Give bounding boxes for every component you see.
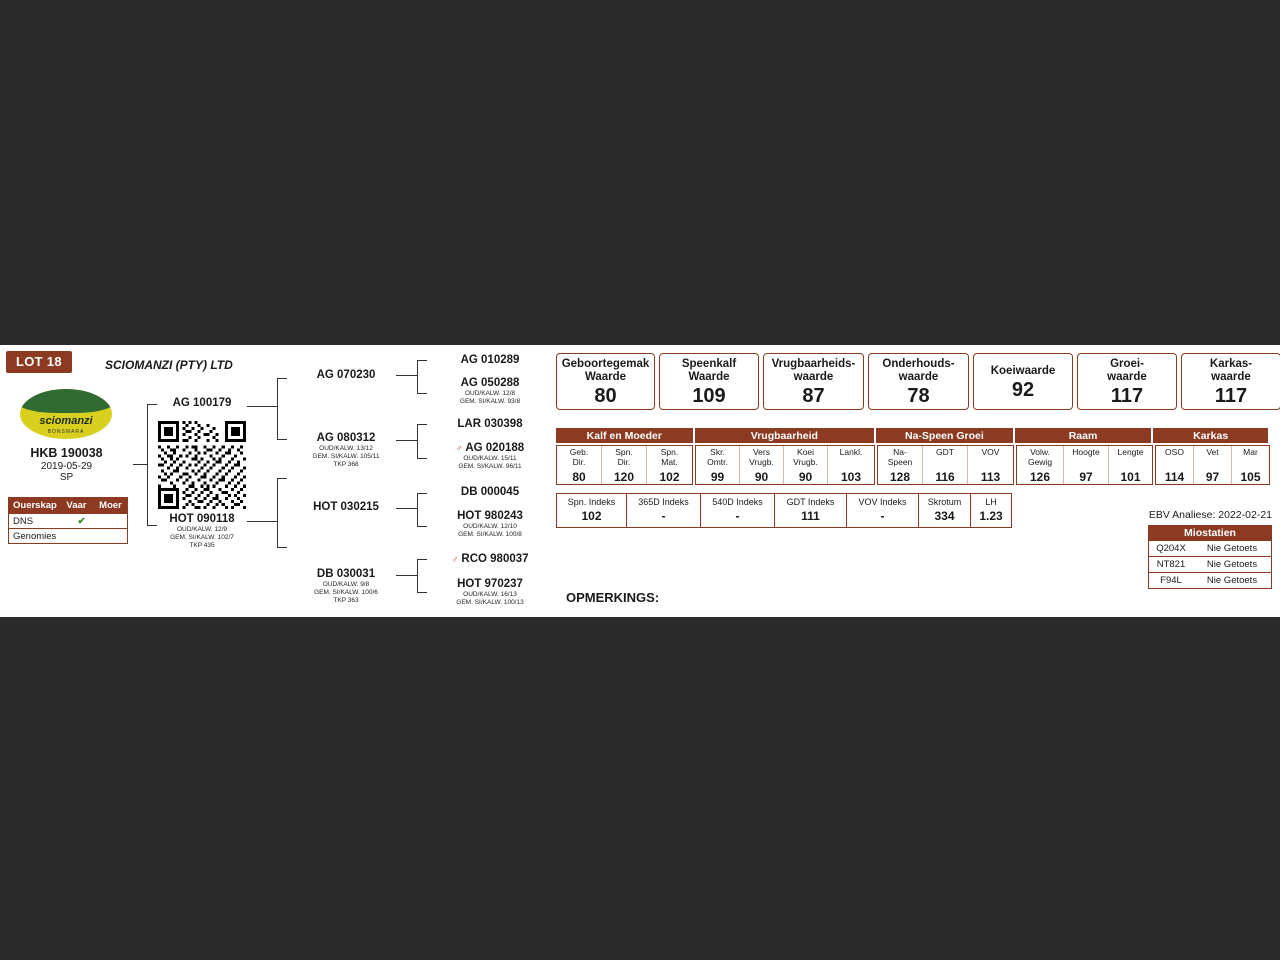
index-label: Spn. Indeks	[567, 497, 616, 507]
myostatin-title: Miostatien	[1148, 525, 1272, 541]
ebv-cell-oso	[1156, 446, 1194, 484]
ebv-cell-value: 120	[613, 470, 635, 484]
dna-header-dam: Moer	[99, 500, 122, 511]
ebv-cell-value: 90	[754, 470, 769, 484]
index-value: 334	[934, 509, 955, 523]
pedigree-name: HOT 970237	[457, 578, 523, 590]
logo-oval	[20, 389, 112, 439]
ebv-group-karkas: Karkas	[1153, 428, 1268, 443]
index-spn	[557, 494, 627, 527]
card-title: Koeiwaarde	[990, 365, 1056, 377]
card-value: 117	[1214, 385, 1248, 407]
myostatin-row	[1148, 557, 1272, 573]
ebv-cells-karkas	[1155, 445, 1270, 485]
dna-row-sire-value: ✔	[77, 515, 86, 527]
animal-catalogue-sheet	[0, 345, 1280, 617]
card-koeiwaarde	[973, 353, 1073, 410]
sire-marker-icon: ♂	[451, 554, 459, 564]
card-title: Vrugbaarheids- waarde	[771, 358, 856, 383]
pedigree-gen3-7	[432, 553, 548, 565]
pedigree-bracket-dam-sire	[417, 493, 427, 527]
ebv-cell-label: Spn. Dir.	[615, 447, 633, 467]
ebv-cell-label: Volw. Gewig	[1027, 447, 1053, 467]
myostatin-code: F94L	[1160, 575, 1182, 586]
ebv-cell-lengte	[1109, 446, 1152, 484]
pedigree-bracket-dam	[277, 478, 287, 548]
index-lh	[971, 494, 1011, 527]
pedigree-gen3-1	[432, 354, 548, 366]
index-gdt	[775, 494, 847, 527]
pedigree-name: DB 000045	[460, 486, 520, 498]
animal-dob	[0, 461, 133, 483]
ebv-cell-label: Skr. Omtr.	[707, 447, 728, 467]
pedigree-name: AG 010289	[460, 354, 520, 366]
ebv-group-vrugbaarheid: Vrugbaarheid	[695, 428, 874, 443]
ebv-cell-value: 128	[889, 470, 911, 484]
logo-brand-text: sciomanzi	[39, 415, 93, 427]
card-title: Karkas- waarde	[1209, 358, 1253, 383]
pedigree-dam-sire	[290, 501, 402, 513]
index-label: 540D Indeks	[712, 497, 763, 507]
card-value: 109	[692, 385, 726, 407]
pedigree-sire	[155, 397, 249, 409]
ebv-cell-label: Lengte	[1117, 447, 1144, 457]
ebv-cell-label: Koei Vrugb.	[793, 447, 818, 467]
index-label: GDT Indeks	[786, 497, 835, 507]
ebv-cell-value: 97	[1205, 469, 1220, 484]
ebv-cell-label: VOV	[981, 447, 1000, 457]
ebv-table	[556, 428, 1268, 485]
ebv-cell-value: 103	[840, 469, 862, 484]
myostatin-status: Nie Getoets	[1206, 559, 1258, 570]
ebv-cell-value: 113	[980, 469, 1001, 484]
ebv-cell-gdt	[923, 446, 968, 484]
qr-code	[158, 421, 246, 509]
pedigree-bracket-sire	[277, 378, 287, 440]
pedigree-detail: OUD/KALW. 9/8 GEM. SI/KALW. 100/6 TKP 363	[314, 581, 378, 604]
animal-code: SP	[59, 472, 74, 483]
index-skrotum	[919, 494, 971, 527]
ebv-cell-label: Lankl.	[839, 447, 863, 457]
ebv-cell-label: Na- Speen	[887, 447, 913, 467]
ebv-cell-value: 99	[710, 470, 725, 484]
pedigree-name: AG 100179	[172, 397, 232, 409]
pedigree-bracket-root	[147, 404, 157, 526]
index-label: VOV Indeks	[858, 497, 907, 507]
index-365d	[627, 494, 701, 527]
ebv-cell-spn-dir	[602, 446, 647, 484]
ebv-cell-koei-vrugb	[784, 446, 828, 484]
pedigree-connector	[247, 406, 277, 407]
dna-row-genomics	[9, 528, 127, 543]
card-title: Speenkalf Waarde	[681, 358, 737, 383]
ebv-group-raam: Raam	[1015, 428, 1152, 443]
myostatin-row	[1148, 573, 1272, 589]
dna-header-parentage: Ouerskap	[13, 500, 57, 511]
ebv-group-header-row	[556, 428, 1268, 443]
myostatin-row	[1148, 541, 1272, 557]
pedigree-gen3-6	[432, 510, 548, 539]
card-title: Onderhouds- waarde	[882, 358, 955, 383]
pedigree-connector	[133, 464, 147, 465]
pedigree-gen3-5	[432, 486, 548, 498]
breeder-logo	[20, 383, 112, 445]
pedigree-detail: OUD/KALW. 12/10 GEM. SI/KALW. 100/8	[458, 523, 522, 538]
ebv-cell-label: Vet	[1206, 447, 1219, 457]
pedigree-name: AG 070230	[316, 369, 376, 381]
ebv-cell-volw-gewig	[1017, 446, 1064, 484]
ebv-cell-label: Mar	[1243, 447, 1258, 457]
card-value: 87	[802, 385, 825, 407]
ebv-cell-skr-omtr	[696, 446, 740, 484]
ebv-cell-value: 90	[798, 470, 813, 484]
ebv-cells-raam	[1016, 445, 1153, 485]
pedigree-bracket-sire-dam	[417, 424, 427, 459]
ebv-group-kalf-en-moeder: Kalf en Moeder	[556, 428, 693, 443]
myostatin-code: NT821	[1156, 559, 1186, 570]
pedigree-name: AG 050288	[460, 377, 520, 389]
pedigree-name: AG 080312	[316, 432, 376, 444]
card-geboortegemak	[556, 353, 655, 410]
ebv-cell-mar	[1232, 446, 1269, 484]
card-vrugbaarheids	[763, 353, 864, 410]
card-value: 80	[594, 385, 617, 407]
ebv-cell-label: Geb. Dir.	[569, 447, 589, 467]
card-speenkalf	[659, 353, 759, 410]
pedigree-dam-dam	[290, 568, 402, 605]
animal-dob-date: 2019-05-29	[40, 461, 93, 472]
ebv-cell-vov	[968, 446, 1013, 484]
ebv-cell-value: 80	[572, 470, 586, 484]
ebv-cells-kalf-en-moeder	[556, 445, 693, 485]
ebv-cell-value: 97	[1079, 469, 1093, 484]
dna-row-dns	[9, 513, 127, 528]
sire-marker-icon: ♂	[455, 443, 463, 453]
ebv-cells-vrugbaarheid	[695, 445, 875, 485]
ebv-cell-value: 126	[1029, 470, 1051, 484]
pedigree-detail: OUD/KALW. 16/13 GEM. SI/KALW. 100/13	[456, 591, 524, 606]
pedigree-name: ♂ AG 020188	[455, 442, 525, 454]
dna-header-sire: Vaar	[66, 500, 87, 511]
pedigree-bracket-dam-dam	[417, 559, 427, 593]
ebv-cell-spn-mat	[647, 446, 692, 484]
pedigree-gen3-3	[432, 418, 548, 430]
ebv-cell-value: 105	[1240, 469, 1261, 484]
pedigree-name: HOT 030215	[313, 501, 379, 513]
pedigree-gen3-2	[432, 377, 548, 406]
pedigree-sire-dam	[290, 432, 402, 469]
index-value: -	[661, 509, 666, 523]
ebv-group-na-speen-groei: Na-Speen Groei	[876, 428, 1013, 443]
myostatin-status: Nie Getoets	[1206, 543, 1258, 554]
pedigree-name: HOT 980243	[457, 510, 523, 522]
ebv-analysis-date: EBV Analiese: 2022-02-21	[1148, 509, 1272, 521]
index-value: -	[880, 509, 885, 523]
ebv-cell-label: Spn. Mat.	[660, 447, 679, 467]
index-vov	[847, 494, 919, 527]
pedigree-dam	[140, 513, 264, 550]
ebv-cell-lankl	[828, 446, 874, 484]
pedigree-detail: OUD/KALW. 13/12 GEM. SI/KALW. 105/11 TKP 368	[312, 445, 380, 468]
index-label: 365D Indeks	[638, 497, 689, 507]
pedigree-detail: OUD/KALW. 12/8 GEM. SI/KALW. 93/8	[459, 390, 521, 405]
pedigree-name: HOT 090118	[169, 513, 235, 525]
dna-row-label: DNS	[13, 515, 34, 527]
ebv-cells-na-speen-groei	[877, 445, 1014, 485]
remarks-label: OPMERKINGS:	[566, 590, 660, 605]
ebv-cell-value: 101	[1120, 469, 1141, 484]
pedigree-name: ♂ RCO 980037	[451, 553, 529, 565]
ebv-cell-vers-vrugb	[740, 446, 784, 484]
index-value: -	[735, 509, 740, 523]
logo-sub-text: BONSMARA	[47, 429, 85, 435]
pedigree-bracket-sire-sire	[417, 360, 427, 394]
logo-green-field	[20, 389, 112, 413]
index-label: Skrotum	[927, 497, 962, 507]
pedigree-detail: OUD/KALW. 12/9 GEM. SI/KALW. 102/7 TKP 435	[170, 526, 234, 549]
card-value: 117	[1110, 385, 1144, 407]
ebv-cell-label: Vers Vrugb.	[749, 447, 774, 467]
card-value: 92	[1011, 379, 1035, 401]
myostatin-table	[1148, 525, 1272, 589]
index-value: 102	[581, 509, 602, 523]
card-title: Groei- waarde	[1107, 358, 1147, 383]
index-540d	[701, 494, 775, 527]
ebv-value-row	[556, 445, 1268, 485]
card-onderhouds	[868, 353, 969, 410]
dna-status-table	[8, 497, 128, 544]
ebv-cell-label: OSO	[1165, 447, 1184, 457]
ebv-cell-label: GDT	[936, 447, 954, 457]
index-row	[556, 493, 1012, 528]
ebv-cell-value: 102	[659, 470, 680, 484]
pedigree-gen3-4	[432, 442, 548, 471]
ebv-cell-hoogte	[1064, 446, 1109, 484]
myostatin-code: Q204X	[1156, 543, 1186, 554]
pedigree-gen3-8	[432, 578, 548, 607]
lot-badge: LOT 18	[6, 351, 72, 373]
pedigree-name: LAR 030398	[457, 418, 523, 430]
index-value: 1.23	[979, 509, 1003, 523]
ebv-cell-value: 116	[935, 469, 955, 484]
pedigree-detail: OUD/KALW. 15/11 GEM. SI/KALW. 96/11	[458, 455, 522, 470]
ebv-cell-na-speen	[878, 446, 923, 484]
ebv-cell-geb-dir	[557, 446, 602, 484]
ebv-cell-label: Hoogte	[1072, 447, 1100, 457]
ebv-cell-value: 114	[1164, 469, 1185, 484]
card-title: Geboortegemak Waarde	[561, 358, 650, 383]
pedigree-sire-sire	[290, 369, 402, 381]
pedigree-name: DB 030031	[316, 568, 376, 580]
animal-id: HKB 190038	[30, 446, 103, 460]
dna-row-label: Genomies	[13, 530, 57, 542]
card-karkaswaarde	[1181, 353, 1280, 410]
ebv-cell-vet	[1194, 446, 1232, 484]
myostatin-status: Nie Getoets	[1206, 575, 1258, 586]
card-value: 78	[907, 385, 930, 407]
index-value: 111	[801, 509, 820, 523]
card-groeiwaarde	[1077, 353, 1177, 410]
breeder-name: SCIOMANZI (PTY) LTD	[105, 358, 233, 372]
dna-table-header	[9, 498, 127, 513]
index-label: LH	[985, 497, 997, 507]
